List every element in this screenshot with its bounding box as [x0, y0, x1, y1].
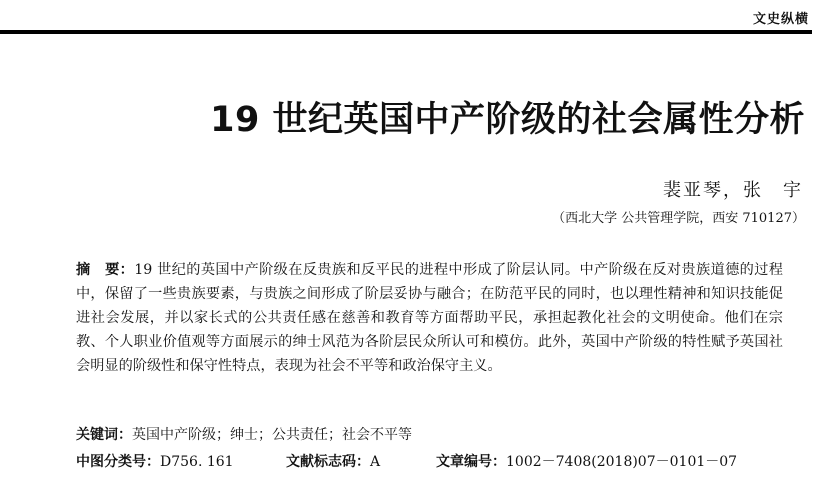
clc-number	[76, 451, 286, 471]
article-authors: 裴亚琴，张 宇	[663, 180, 803, 201]
keywords-label: 关键词：	[76, 427, 132, 443]
document-code	[286, 451, 436, 471]
section-label: 文史纵横	[752, 12, 809, 27]
clc-value: D756. 161	[160, 454, 234, 470]
clc-label: 中图分类号：	[76, 454, 160, 470]
keywords	[76, 424, 783, 444]
article-number	[436, 451, 737, 471]
article-no-label: 文章编号：	[436, 454, 506, 470]
article-metadata	[76, 451, 796, 471]
abstract-text: 19 世纪的英国中产阶级在反贵族和反平民的进程中形成了阶层认同。中产阶级在反对贵族道德的过程中，保留了一些贵族要素，与贵族之间形成了阶层妥协与融合；在防范平民的同时，也以理性精神和知识技能促进社会发展，并以家长式的公共责任感在慈善和教育等方面帮助平民，承担起教化社会的文明使命。他们在宗教、个人职业价值观等方面展示的绅士风范为各阶层民众所认可和模仿。此外，英国中产阶级的特性赋予英国社会明显的阶级性和保守性特点，表现为社会不平等和政治保守主义。	[76, 262, 783, 374]
author-affiliation: （西北大学 公共管理学院，西安 710127）	[552, 211, 805, 226]
article-title: 19 世纪英国中产阶级的社会属性分析	[210, 100, 805, 140]
doc-value: A	[370, 454, 381, 470]
keywords-text: 英国中产阶级；绅士；公共责任；社会不平等	[132, 427, 412, 443]
article-no-value: 1002－7408(2018)07－0101－07	[506, 454, 738, 470]
abstract-label: 摘 要：	[76, 262, 135, 278]
abstract	[76, 258, 783, 378]
header-rule	[0, 30, 812, 34]
doc-label: 文献标志码：	[286, 454, 370, 470]
